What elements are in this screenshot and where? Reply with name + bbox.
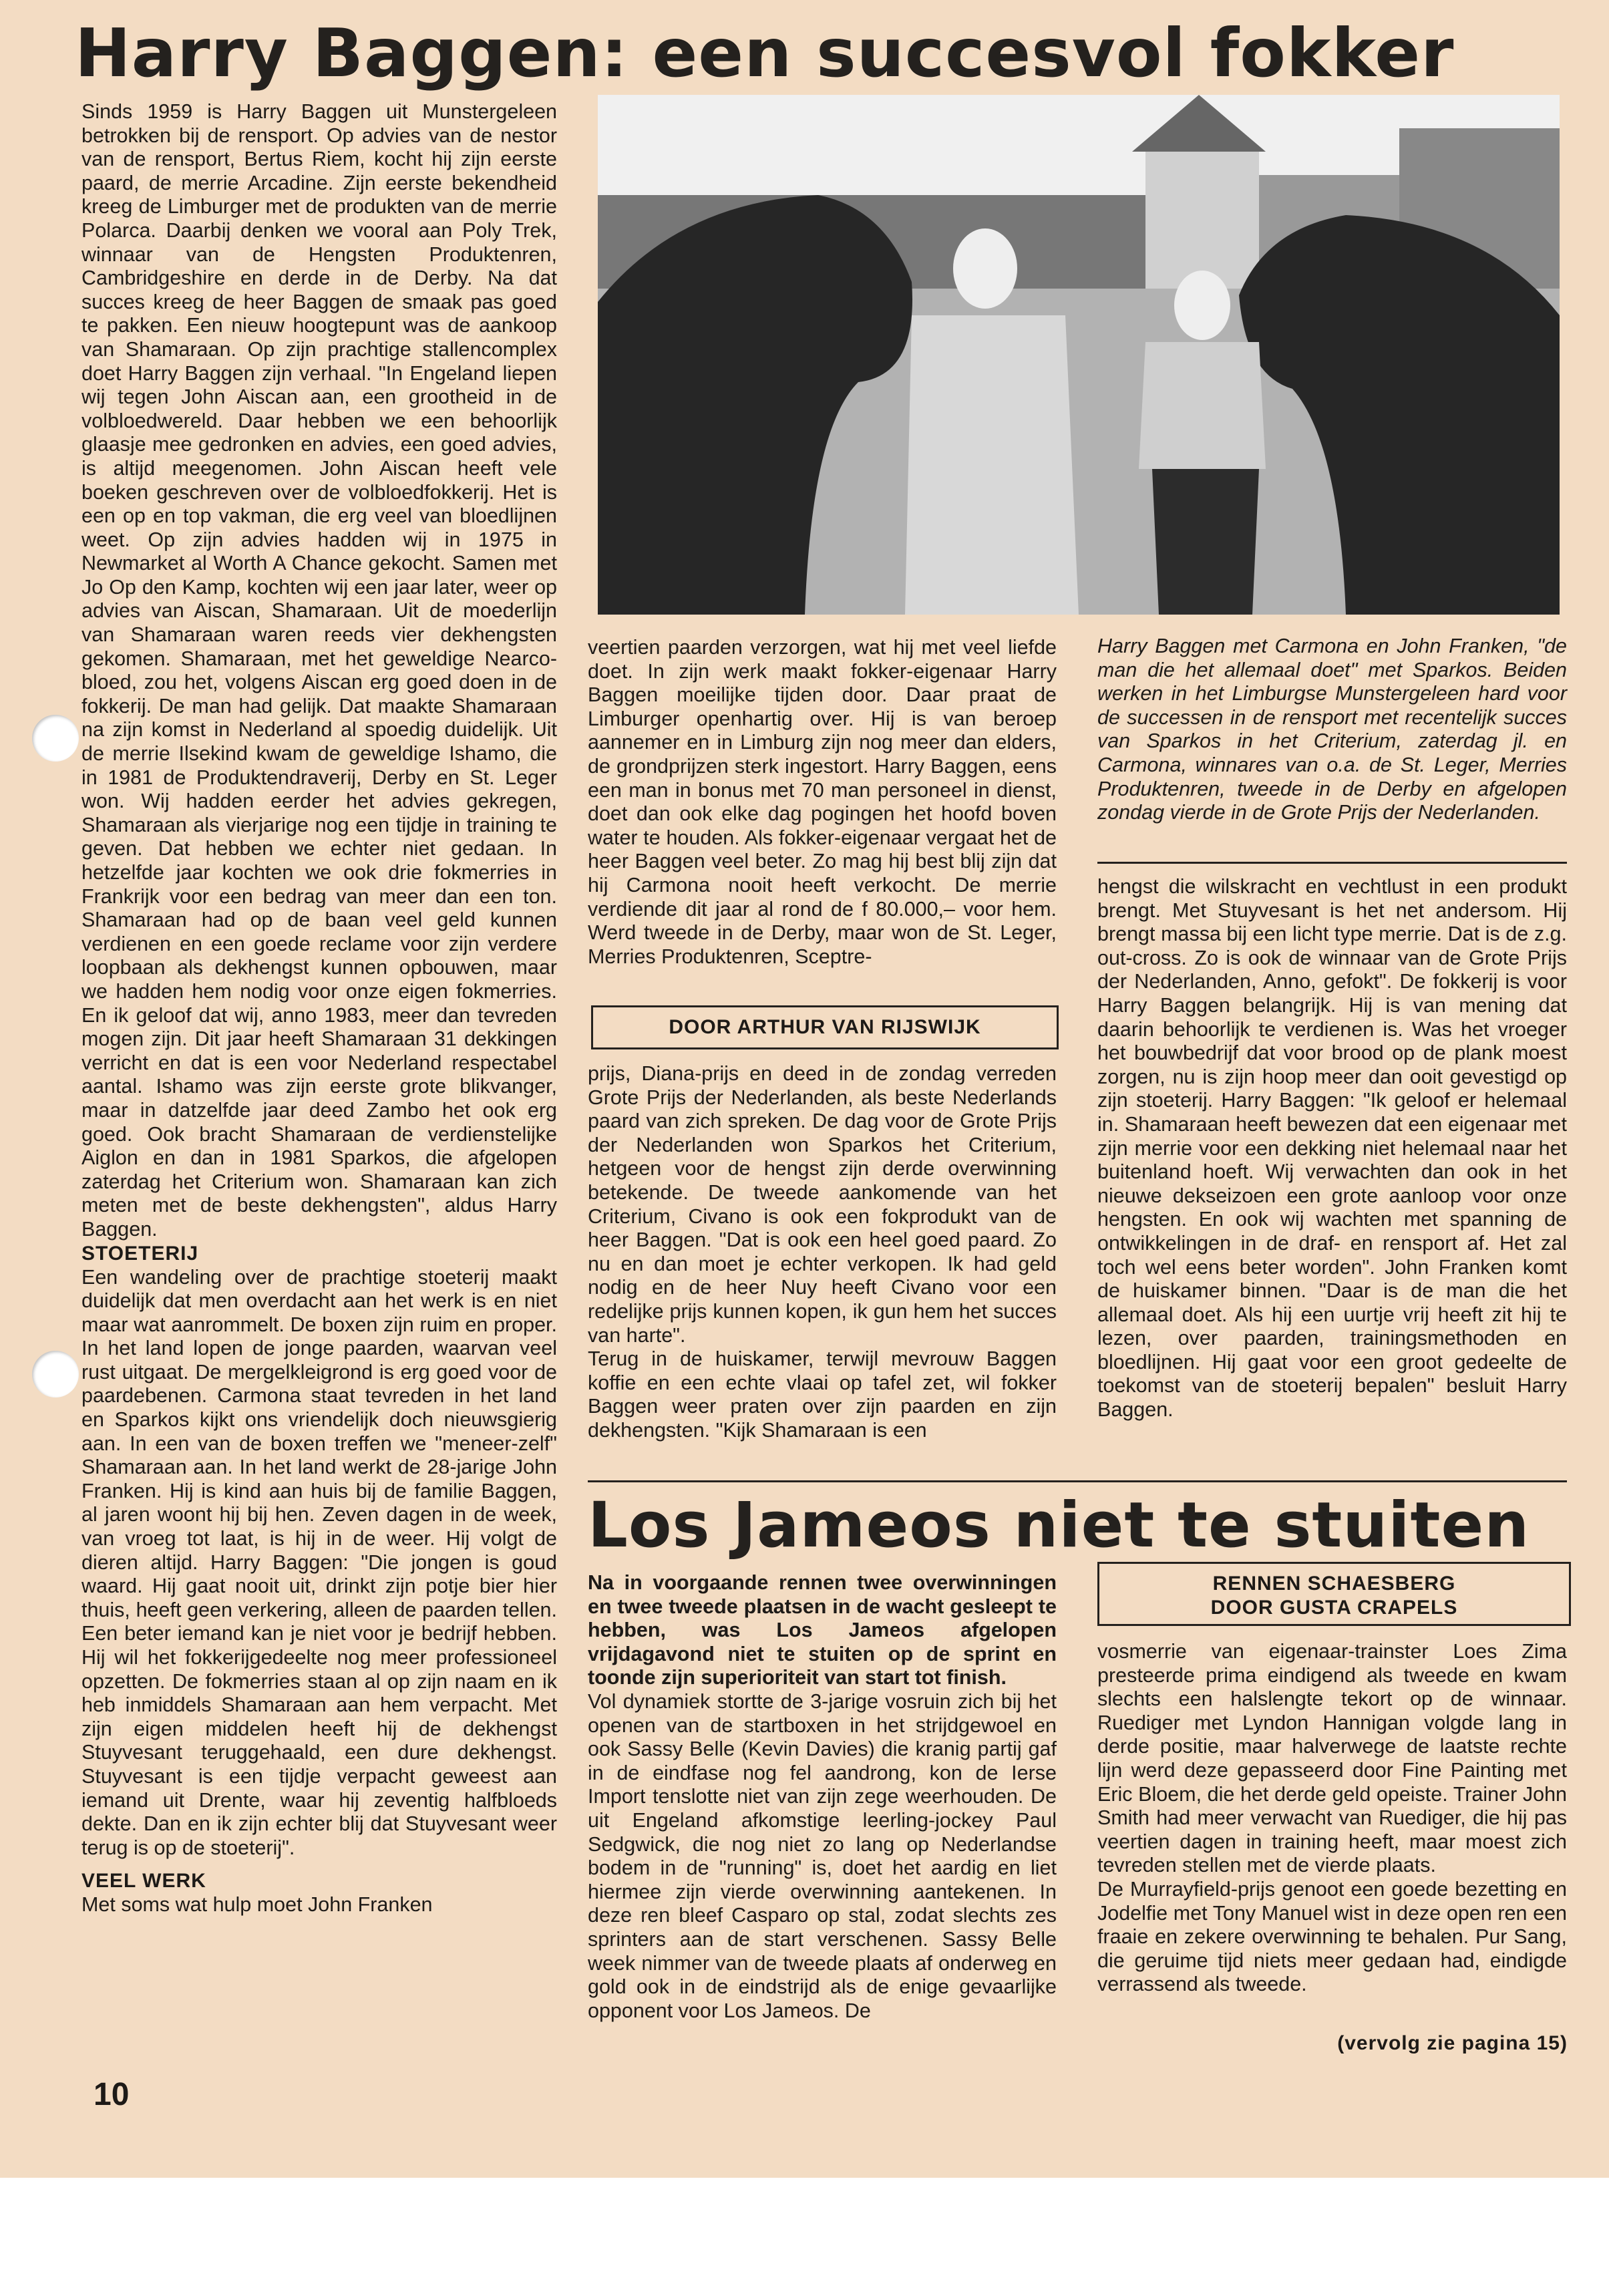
punch-hole: [32, 1351, 79, 1398]
article-column-1: [81, 100, 557, 1917]
article2-column-2: [588, 1571, 1057, 2023]
byline-line: RENNEN SCHAESBERG: [1212, 1573, 1456, 1595]
byline-line: DOOR GUSTA CRAPELS: [1210, 1597, 1458, 1619]
paragraph: Een wandeling over de prachtige stoeterij maakt duidelijk dat men overdacht aan het werk is en niet maar wat aanrommelt. De boxen zijn ruim en proper. In het land lopen de jonge paarden, waarvan veel rust uitgaat. De mergelkleigrond is erg goed voor de paardebenen. Carmona staat tevreden in het land en Sparkos kijkt ons vriendelijk doch nieuwsgierig aan. In een van de boxen treffen we "meneer-zelf" Shamaraan aan. In het land werkt de 28-jarige John Franken. Hij is kind aan huis bij de familie Baggen, al jaren woont hij bij hen. Zeven dagen in de week, van vroeg tot laat, is hij in de weer. Hij volgt de dieren altijd. Harry Baggen: "Die jongen is goud waard. Hij gaat nooit uit, drinkt zijn potje bier hier thuis, heeft geen verkering, alleen de paarden tellen. Een beter iemand kan je niet voor je bedrijf hebben. Hij wil het fokkerijgedeelte nog meer professioneel opzetten. De fokmerries staan al op zijn naam en ik heb inmiddels Shamaraan aan hem verpacht. Met zijn eigen middelen heeft hij de dekhengst Stuyvesant teruggehaald, een dure dekhengst. Stuyvesant is een tijdje verpacht geweest aan iemand uit Drente, waar hij zeventig halfbloeds dekte. Dan en ik zijn echter blij dat Stuyvesant weer terug is op de stoeterij".: [81, 1265, 557, 1859]
byline-box: DOOR ARTHUR VAN RIJSWIJK: [591, 1005, 1059, 1049]
subheading-stoeterij: STOETERIJ: [81, 1242, 199, 1265]
article-headline: Harry Baggen: een succesvol fokker: [75, 14, 1455, 92]
photo-horses-and-men: [598, 95, 1560, 615]
paragraph: Terug in de huiskamer, terwijl mevrouw Baggen koffie en een echte vlaai op tafel zet, wil fokker Baggen weer praten over zijn paarden en zijn dekhengsten. "Kijk Shamaraan is een: [588, 1347, 1057, 1442]
paragraph: veertien paarden verzorgen, wat hij met veel liefde doet. In zijn werk maakt fokker-eigenaar Harry Baggen moeilijke tijden door. Daar praat de Limburger openhartig over. Hij is van beroep aannemer en in Limburg zijn nog meer dan elders, de grondprijzen sterk ingestort. Harry Baggen, eens een man in bonus met 70 man personeel in dienst, doet dan ook elke dag pogingen het hoofd boven water te houden. Als fokker-eigenaar vergaat het de heer Baggen veel beter. Zo mag hij best blij zijn dat hij Carmona nooit heeft verkocht. De merrie verdiende dit jaar al rond de f 80.000,– voor hem. Werd tweede in de Derby, maar won de St. Leger, Merries Produktenren, Sceptre-: [588, 636, 1057, 968]
article-lead: Na in voorgaande rennen twee overwinningen en twee tweede plaatsen in de wacht gesleept te hebben, was Los Jameos afgelopen vrijdagavond niet te stuiten op de sprint en toonde zijn superioriteit van start tot finish.: [588, 1571, 1057, 1689]
section-divider: [588, 1480, 1567, 1482]
article-column-2: [588, 636, 1057, 969]
article-column-2b: [588, 1062, 1057, 1443]
continued-note: (vervolg zie pagina 15): [1337, 2032, 1568, 2054]
article2-column-3: [1097, 1640, 1567, 1997]
punch-hole: [32, 715, 79, 762]
article-column-3: [1097, 875, 1567, 1422]
article-headline-2: Los Jameos niet te stuiten: [588, 1489, 1530, 1562]
paragraph: vosmerrie van eigenaar-trainster Loes Zima presteerde prima eindigend als tweede en kwam slechts een halslengte tekort op de winnaar. Ruediger met Lyndon Hannigan volgde lang in derde positie, maar halverwege de laatste rechte lijn werd deze gepasseerd door Fine Painting met Eric Bloem, die het derde geld opeiste. Trainer John Smith had meer verwacht van Ruediger, die hij pas veertien dagen in training heeft, maar moest zich tevreden stellen met de vierde plaats.: [1097, 1640, 1567, 1877]
paragraph: Met soms wat hulp moet John Franken: [81, 1893, 433, 1917]
byline-box-2: [1097, 1562, 1571, 1626]
subheading-veel-werk: VEEL WERK: [81, 1870, 206, 1893]
paragraph: Vol dynamiek stortte de 3-jarige vosruin zich bij het openen van de startboxen in het strijdgewoel en ook Sassy Belle (Kevin Davies) die kranig partij gaf in de eindfase nog fel aandrong, kon de Ierse Import tenslotte niet van zijn zege weerhouden. De uit Engeland afkomstige leerling-jockey Paul Sedgwick, die nog niet zo lang op Nederlandse bodem in de "running" is, doet het aardig en liet hiermee zijn vierde overwinning aantekenen. In deze ren bleef Casparo op stal, zodat slechts zes sprinters aan de start verschenen. Sassy Belle week nimmer van de tweede plaats af onderweg en gold ook in de eindstrijd als de enige gevaarlijke opponent voor Los Jameos. De: [588, 1689, 1057, 2022]
paragraph: hengst die wilskracht en vechtlust in een produkt brengt. Met Stuyvesant is het net andersom. Hij brengt massa bij een licht type merrie. Dat is de z.g. out-cross. Zo is ook de winnaar van de Grote Prijs der Nederlanden, Anno, gefokt". De fokkerij is voor Harry Baggen belangrijk. Hij is van mening dat daarin behoorlijk te verdienen is. Was het vroeger het bouwbedrijf dat voor brood op de plank moest zorgen, nu is zijn hoop meer dan ooit gevestigd op zijn stoeterij. Harry Baggen: "Ik geloof er helemaal in. Shamaraan heeft bewezen dat een eigenaar met zijn merrie voor een dekking niet helemaal naar het buitenland hoeft. Wij verwachten dan ook in het nieuwe dekseizoen een grote aanloop voor onze hengsten. En ook wij wachten met spanning de ontwikkelingen in de draf- en rensport af. Het zal toch wel eens beter worden". John Franken komt de huiskamer binnen. "Daar is de man die het allemaal doet. Als hij een uurtje vrij heeft zit hij te lezen, over paarden, trainingsmethoden en bloedlijnen. Hij gaat voor een groot gedeelte de toekomst van de stoeterij bepalen" besluit Harry Baggen.: [1097, 875, 1567, 1422]
caption-divider: [1097, 862, 1567, 864]
paragraph: prijs, Diana-prijs en deed in de zondag verreden Grote Prijs der Nederlanden, als beste Nederlands paard van zich spreken. De dag voor de Grote Prijs der Nederlanden won Sparkos het Criterium, hetgeen voor de hengst zijn derde overwinning betekende. De tweede aankomende van het Criterium, Civano is ook een fokprodukt van de heer Baggen. "Dat is ook een heel goed paard. Zo nu en dan moet je echter verkopen. Ik had geld nodig en de heer Nuy heeft Civano voor een redelijke prijs kunnen kopen, ik gun hem het succes van harte".: [588, 1062, 1057, 1347]
paragraph: Sinds 1959 is Harry Baggen uit Munstergeleen betrokken bij de rensport. Op advies van de nestor van de rensport, Bertus Riem, kocht hij zijn eerste paard, de merrie Arcadine. Zijn eerste bekendheid kreeg de Limburger met de produkten van de merrie Polarca. Daarbij denken we vooral aan Poly Trek, winnaar van de Hengsten Produktenren, Cambridgeshire en derde in de Derby. Na dat succes kreeg de heer Baggen de smaak pas goed te pakken. Een nieuw hoogtepunt was de aankoop van Shamaraan. Op zijn prachtige stallencomplex doet Harry Baggen zijn verhaal. "In Engeland liepen wij tegen John Aiscan aan, een grootheid in de volbloedwereld. Daar hebben we een behoorlijk glaasje mee gedronken en advies, een goed advies, is altijd meegenomen. John Aiscan heeft vele boeken geschreven over de volbloedfokkerij. Het is een op en top vakman, die erg veel van bloedlijnen weet. Op zijn advies hadden wij in 1975 in Newmarket al Worth A Chance gekocht. Samen met Jo Op den Kamp, kochten wij een jaar later, weer op advies van Aiscan, Shamaraan. Uit de moederlijn van Shamaraan waren reeds vier dekhengsten gekomen. Shamaraan, met het geweldige Nearco-bloed, zou het, volgens Aiscan erg goed doen in de fokkerij. De man had gelijk. Dat maakte Shamaraan na zijn komst in Nederland al spoedig duidelijk. Uit de merrie Ilsekind kwam de geweldige Ishamo, die in 1981 de Produktendraverij, Derby en St. Leger won. Wij hadden eerder het advies gekregen, Shamaraan als vierjarige nog een tijdje in training te geven. Dat hebben we echter niet gedaan. In hetzelfde jaar kochten we ook drie fokmerries in Frankrijk voor een bedrag van meer dan een ton. Shamaraan had op de baan veel geld kunnen verdienen en een goede reclame voor zijn verdere loopbaan als dekhengst kunnen opbouwen, maar we hadden hem nodig voor onze eigen fokmerries. En ik geloof dat wij, anno 1983, meer dan tevreden mogen zijn. Dit jaar heeft Shamaraan 31 dekkingen verricht en dat is een voor Nederland respectabel aantal. Ishamo was zijn eerste grote blikvanger, maar in datzelfde jaar deed Zambo het ook erg goed. Ook bracht Shamaraan de verdienstelijke Aiglon en dan in 1981 Sparkos, die afgelopen zaterdag het Criterium won. Shamaraan kan zich meten met de beste dekhengsten", aldus Harry Baggen.: [81, 100, 557, 1241]
paragraph: De Murrayfield-prijs genoot een goede bezetting en Jodelfie met Tony Manuel wist in deze open ren een fraaie en zekere overwinning te behalen. Pur Sang, die geruime tijd niets meer gedaan had, eindigde verrassend als tweede.: [1097, 1877, 1567, 1996]
photo-caption: [1097, 635, 1567, 825]
caption-text: Harry Baggen met Carmona en John Franken, "de man die het allemaal doet" met Sparkos. Beiden werken in het Limburgse Munstergeleen hard voor de successen in de rensport met recentelijk succes van Sparkos in het Criterium, zaterdag jl. en Carmona, winnares van o.a. de St. Leger, Merries Produktenren, tweede in de Derby en afgelopen zondag vierde in de Grote Prijs der Nederlanden.: [1097, 635, 1567, 824]
page-number: 10: [94, 2077, 130, 2112]
